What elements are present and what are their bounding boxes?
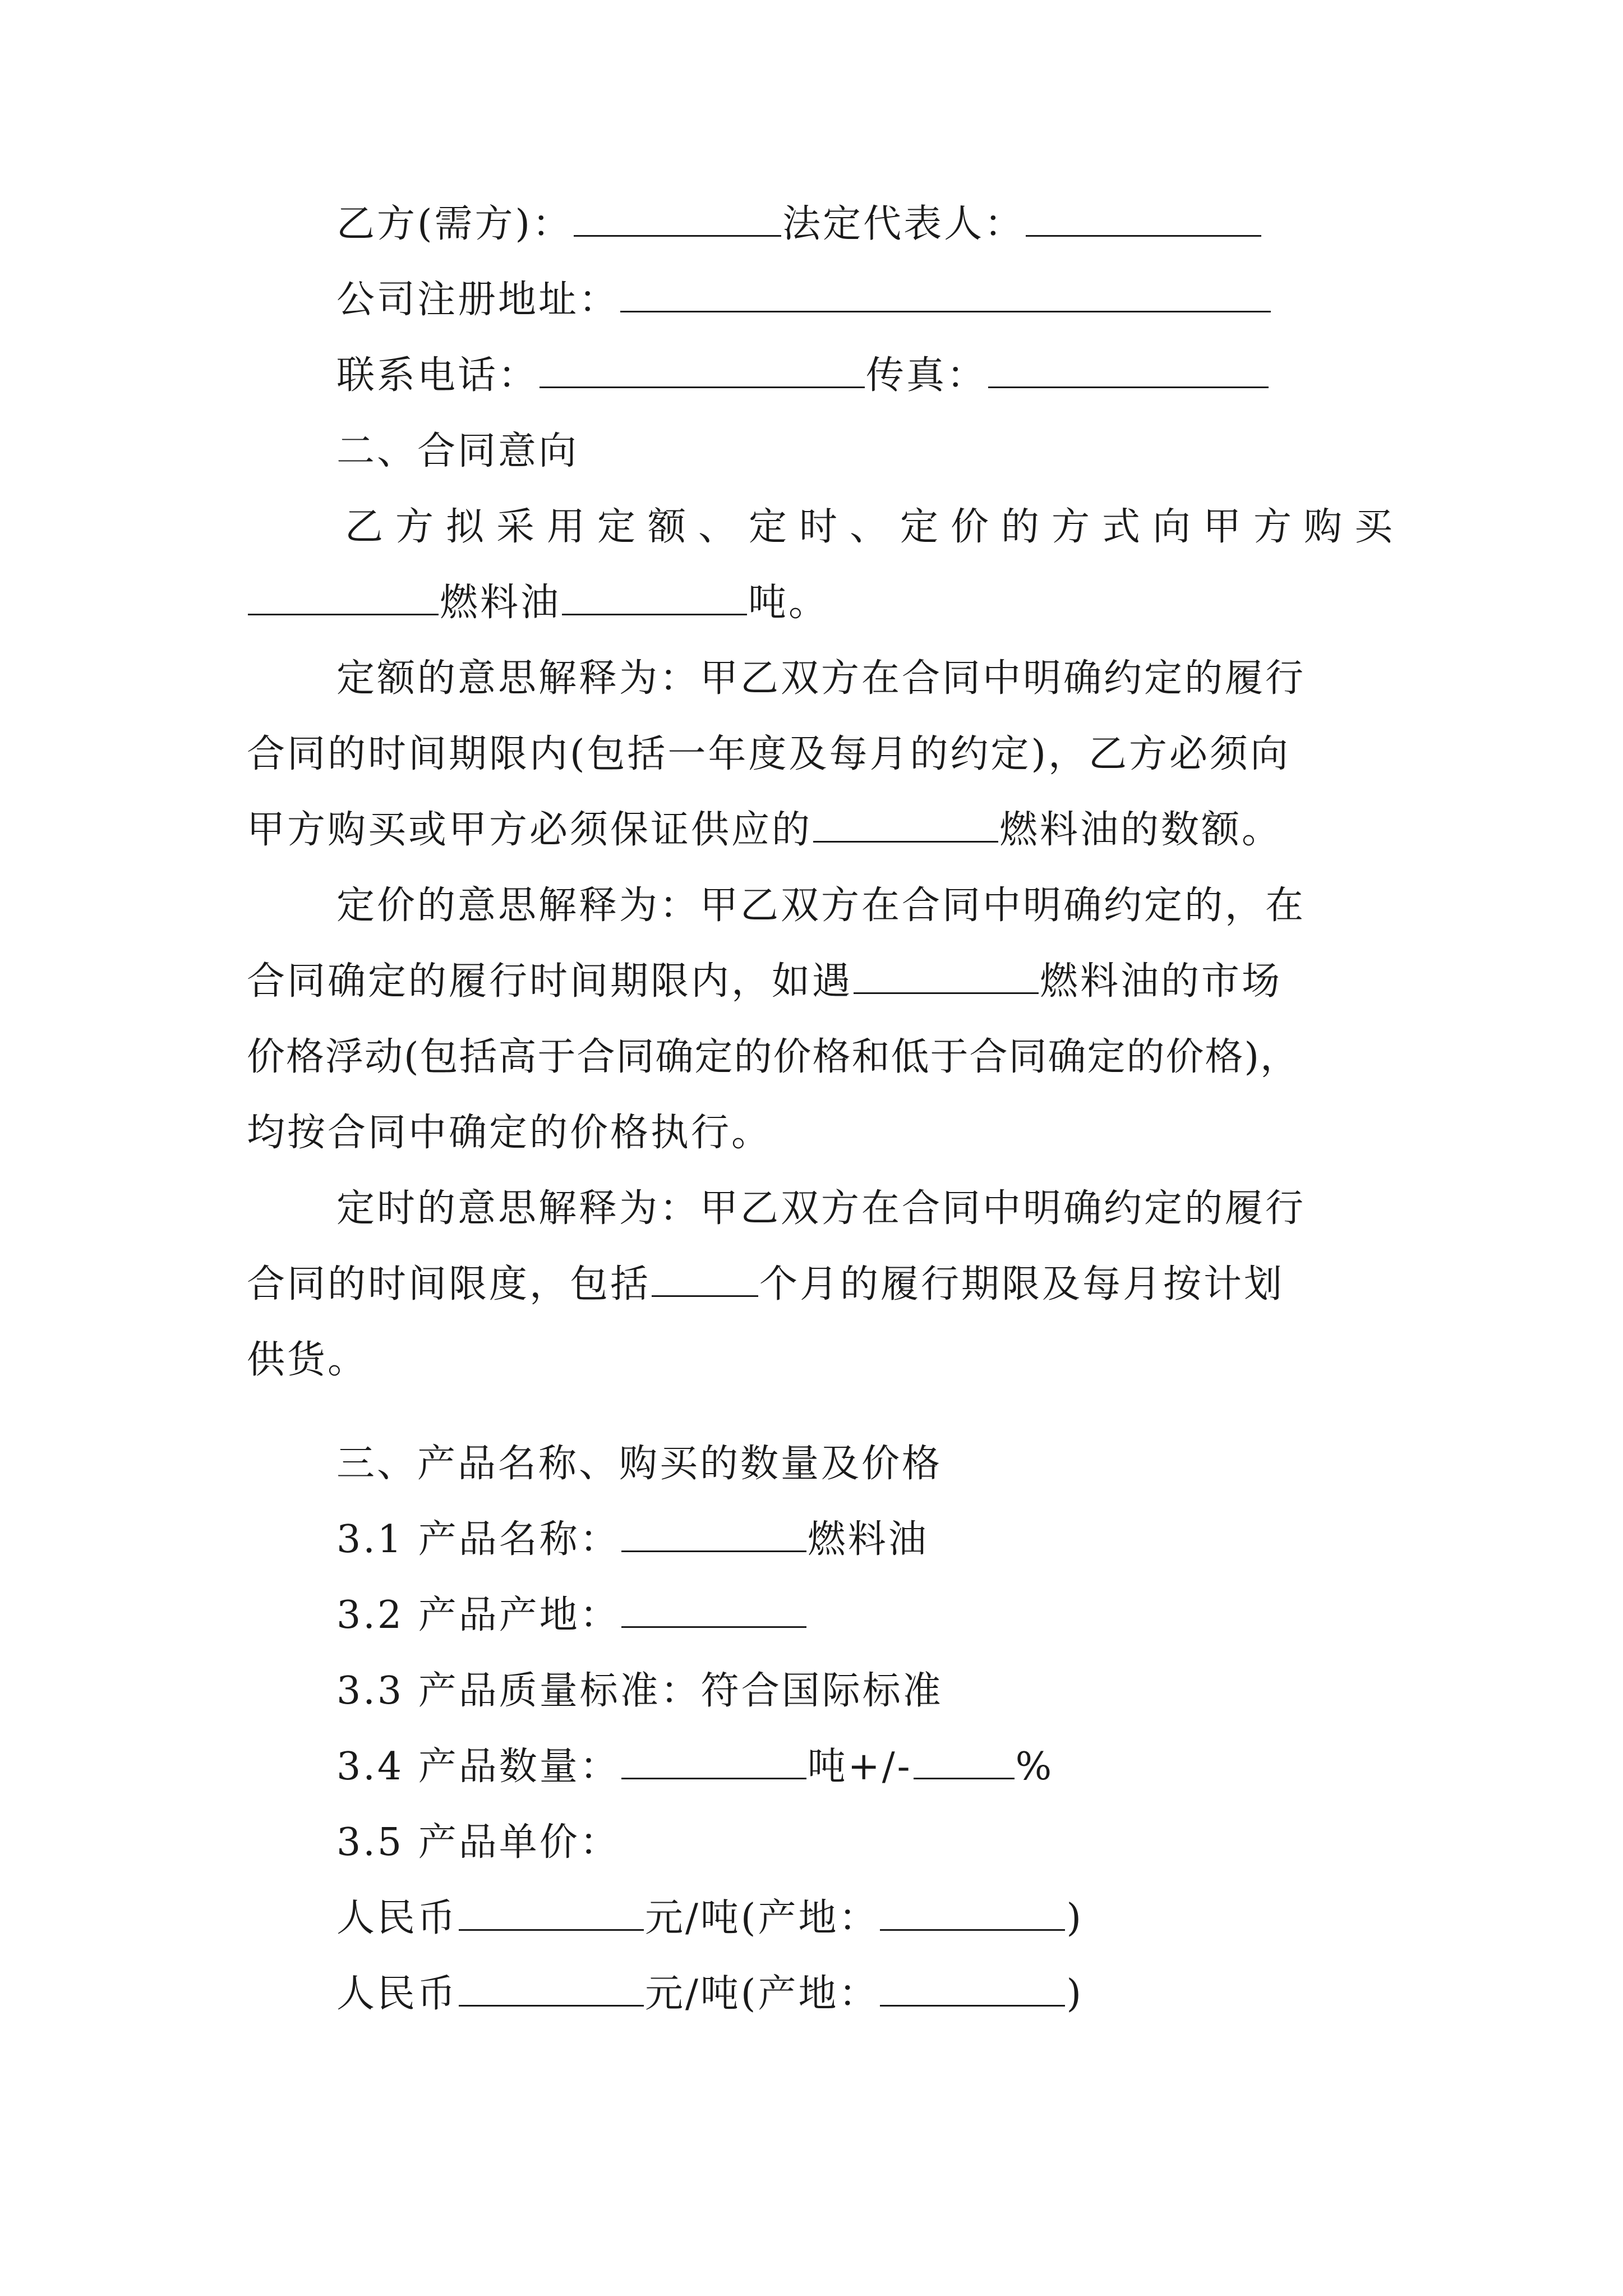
- price-blank-1: [459, 1894, 644, 1931]
- address-blank: [620, 276, 1271, 312]
- section2-intro-line1: 乙方拟采用定额、定时、定价的方式向甲方购买: [345, 505, 1405, 549]
- item-3-4-mid: 吨+/-: [807, 1745, 912, 1789]
- quota-line3: [247, 805, 1282, 855]
- rmb-label: 人民币: [336, 1972, 458, 2016]
- item-3-2-label: 3.2 产品产地：: [336, 1593, 620, 1637]
- item-3-3: 3.3 产品质量标准：符合国际标准: [336, 1669, 943, 1713]
- quantity-blank: [621, 1743, 806, 1779]
- rmb-label: 人民币: [336, 1896, 458, 1940]
- fax-label: 传真：: [866, 353, 988, 398]
- quota-line3-text: 甲方购买或甲方必须保证供应的: [247, 808, 813, 852]
- price-line3: 价格浮动(包括高于合同确定的价格和低于合同确定的价格)，: [247, 1035, 1300, 1079]
- origin-blank: [621, 1591, 806, 1628]
- item-3-1-label: 3.1 产品名称：: [336, 1517, 620, 1562]
- price-row-2: [336, 1969, 1083, 2019]
- price-line2-text: 合同确定的履行时间期限内，如遇: [247, 959, 853, 1004]
- party-b-line: [336, 199, 1262, 250]
- fax-blank: [988, 352, 1269, 388]
- quota-line1: 定额的意思解释为：甲乙双方在合同中明确约定的履行: [336, 656, 1306, 701]
- section3-heading: 三、产品名称、购买的数量及价格: [336, 1442, 943, 1486]
- price-row-1: [336, 1893, 1083, 1944]
- tolerance-blank: [914, 1743, 1015, 1779]
- phone-blank: [540, 352, 865, 388]
- price-line4: 均按合同中确定的价格执行。: [247, 1111, 772, 1155]
- unit-origin-label: 元/吨(产地：: [645, 1896, 879, 1940]
- address-label: 公司注册地址：: [336, 278, 620, 322]
- time-line1: 定时的意思解释为：甲乙双方在合同中明确约定的履行: [336, 1186, 1306, 1231]
- quota-fuel-blank: [813, 806, 998, 843]
- item-3-4-suffix: %: [1015, 1745, 1054, 1789]
- phone-fax-line: [336, 351, 1270, 401]
- address-line: [336, 275, 1272, 325]
- fuel-oil-text: 燃料油: [440, 581, 561, 625]
- unit-origin-label: 元/吨(产地：: [645, 1972, 879, 2016]
- months-blank: [652, 1260, 758, 1297]
- legal-rep-blank: [1026, 200, 1261, 237]
- origin-blank-2: [880, 1970, 1065, 2007]
- price-line1: 定价的意思解释为：甲乙双方在合同中明确约定的，在: [336, 884, 1306, 928]
- tonnage-blank: [562, 579, 747, 615]
- origin-blank-1: [880, 1894, 1065, 1931]
- section2-heading: 二、合同意向: [336, 429, 579, 473]
- item-3-4: [336, 1742, 1054, 1792]
- party-b-name-blank: [574, 200, 781, 237]
- close-paren: ): [1066, 1896, 1083, 1940]
- item-3-1: [336, 1515, 929, 1565]
- quota-line3-suffix: 燃料油的数额。: [999, 808, 1283, 852]
- item-3-5: 3.5 产品单价：: [336, 1820, 620, 1865]
- product-name-blank: [621, 1516, 806, 1552]
- tons-text: 吨。: [748, 581, 829, 625]
- item-3-1-suffix: 燃料油: [807, 1517, 929, 1562]
- quota-line2: 合同的时间期限内(包括一年度及每月的约定)，乙方必须向: [247, 732, 1291, 776]
- party-b-name-label: 乙方(需方)：: [336, 202, 573, 246]
- close-paren: ): [1066, 1972, 1083, 2016]
- price-fuel-blank: [854, 958, 1039, 994]
- item-3-4-label: 3.4 产品数量：: [336, 1745, 620, 1789]
- phone-label: 联系电话：: [336, 353, 539, 398]
- fuel-type-blank: [248, 579, 439, 615]
- time-line2-text: 合同的时间限度，包括: [247, 1262, 651, 1306]
- time-line2-suffix: 个月的履行期限及每月按计划: [759, 1262, 1285, 1306]
- price-line2-suffix: 燃料油的市场: [1040, 959, 1283, 1004]
- price-blank-2: [459, 1970, 644, 2007]
- time-line2: [247, 1259, 1284, 1310]
- item-3-2: [336, 1590, 808, 1641]
- price-line2: [247, 956, 1282, 1007]
- section2-intro-line2: [247, 578, 829, 628]
- legal-rep-label: 法定代表人：: [782, 202, 1025, 246]
- time-line3: 供货。: [247, 1338, 368, 1382]
